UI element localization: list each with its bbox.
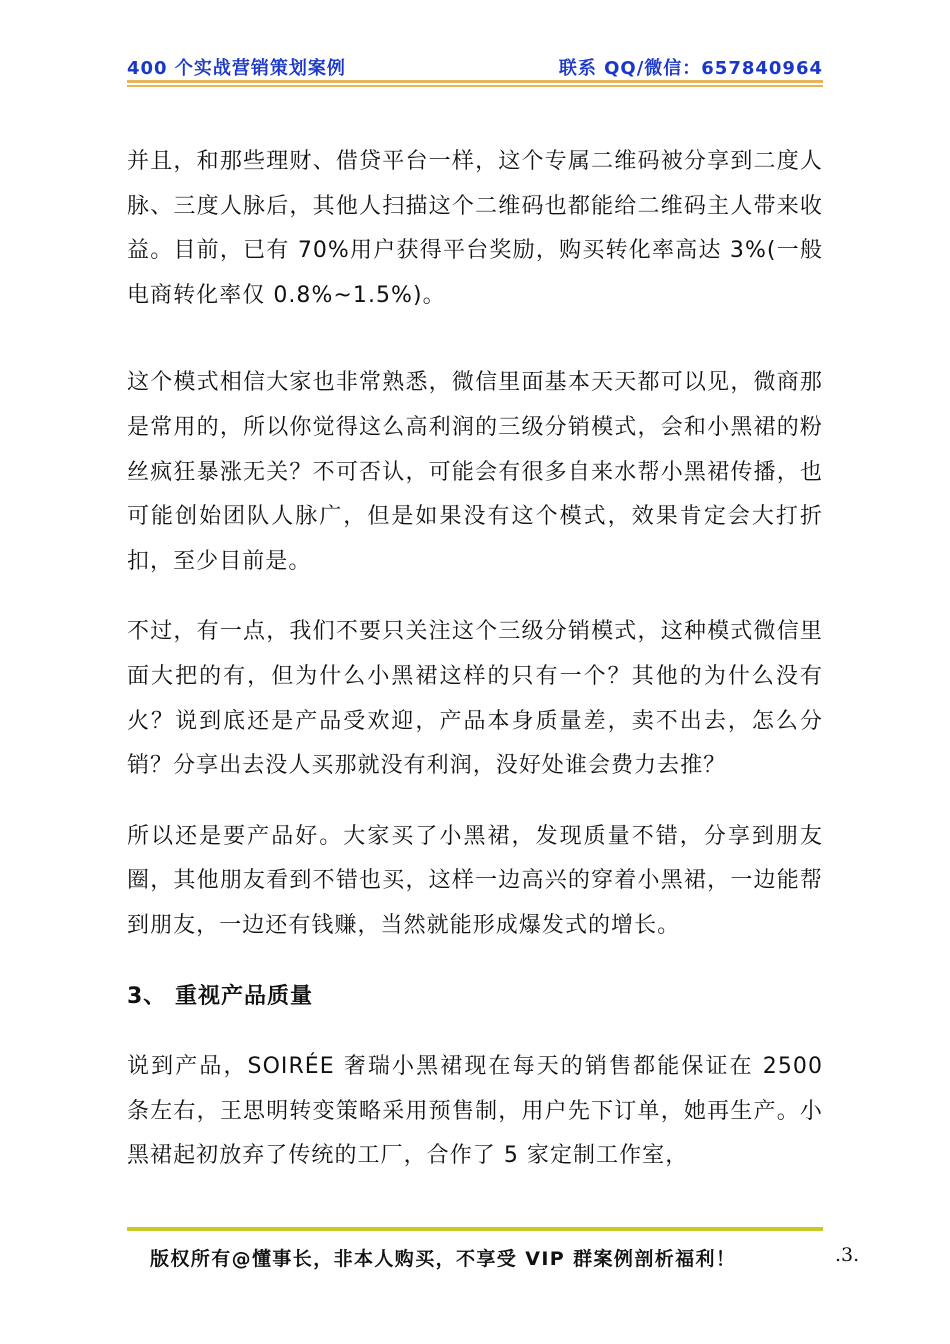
header-divider bbox=[127, 80, 823, 83]
header-contact: 联系 QQ/微信：657840964 bbox=[558, 58, 823, 79]
paragraph-distribution-model: 这个模式相信大家也非常熟悉，微信里面基本天天都可以见，微商那是常用的，所以你觉得这么高利润的三级分销模式，会和小黑裙的粉丝疯狂暴涨无关？不可否认，可能会有很多自来水帮小黑裙传播，也可能创始团队人脉广，但是如果没有这个模式，效果肯定会大打折扣，至少目前是。 bbox=[127, 370, 823, 574]
page-number: .3. bbox=[835, 1244, 860, 1266]
paragraph-presale: 说到产品，SOIRÉE 奢瑞小黑裙现在每天的销售都能保证在 2500 条左右，王思明转变策略采用预售制，用户先下订单，她再生产。小黑裙起初放弃了传统的工厂，合作了 5 家定制工作室， bbox=[127, 1054, 823, 1169]
header-title: 400 个实战营销策划案例 bbox=[127, 58, 346, 79]
paragraph-referral-qr: 并且，和那些理财、借贷平台一样，这个专属二维码被分享到二度人脉、三度人脉后，其他人扫描这个二维码也都能给二维码主人带来收益。目前，已有 70%用户获得平台奖励，购买转化率高达 3%(一般电商转化率仅 0.8%~1.5%)。 bbox=[127, 149, 823, 308]
document-body bbox=[127, 140, 823, 1210]
paragraph-product-popularity: 不过，有一点，我们不要只关注这个三级分销模式，这种模式微信里面大把的有，但为什么小黑裙这样的只有一个？其他的为什么没有火？说到底还是产品受欢迎，产品本身质量差，卖不出去，怎么分销？分享出去没人买那就没有利润，没好处谁会费力去推？ bbox=[127, 619, 823, 779]
page-header bbox=[127, 54, 823, 80]
footer-copyright: 版权所有@懂事长，非本人购买，不享受 VIP 群案例剖析福利！ bbox=[150, 1248, 737, 1270]
header-divider-secondary bbox=[127, 85, 823, 87]
section-heading: 3、 重视产品质量 bbox=[127, 983, 313, 1009]
paragraph-product-quality: 所以还是要产品好。大家买了小黑裙，发现质量不错，分享到朋友圈，其他朋友看到不错也买，这样一边高兴的穿着小黑裙，一边能帮到朋友，一边还有钱赚，当然就能形成爆发式的增长。 bbox=[127, 823, 823, 938]
footer-divider bbox=[127, 1227, 823, 1231]
